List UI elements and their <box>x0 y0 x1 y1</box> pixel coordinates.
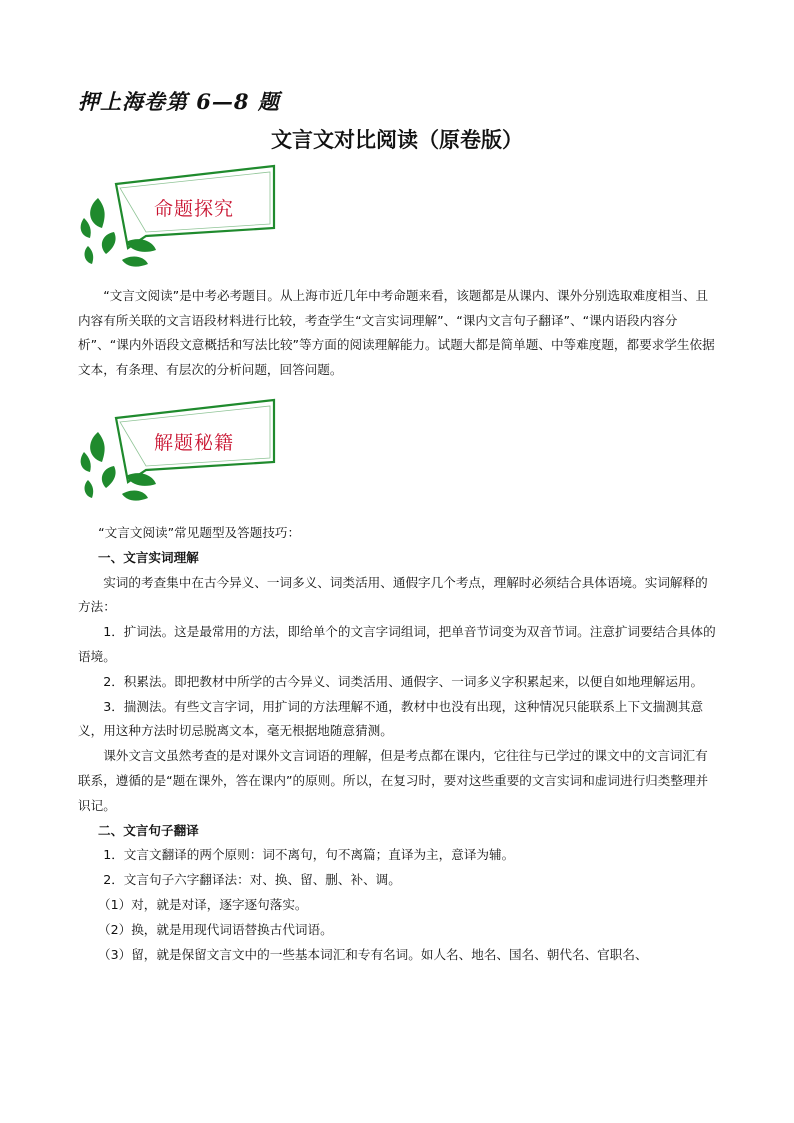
paragraph: 3．揣测法。有些文言字词，用扩词的方法理解不通，教材中也没有出现，这种情况只能联系上下文揣测其意义，用这种方法时切忌脱离文本，毫无根据地随意猜测。 <box>78 698 704 739</box>
paragraph: 1．文言文翻译的两个原则：词不离句，句不离篇；直译为主，意译为辅。 <box>103 847 515 863</box>
paragraph: 实词的考查集中在古今异义、一词多义、词类活用、通假字几个考点，理解时必须结合具体语境。实词解释的方法： <box>78 574 708 615</box>
page-title: 文言文对比阅读（原卷版） <box>271 128 523 152</box>
intro-paragraph: “文言文阅读”是中考必考题目。从上海市近几年中考命题来看，该题都是从课内、课外分别选取难度相当、且内容有所关联的文言语段材料进行比较，考查学生“文言实词理解”、“课内文言句子翻译”、“课内语段内容分析”、“课内外语段文意概括和写法比较”等方面的阅读理解能力。试题大都是简单题、中等难度题，都要求学生依据文本，有条理、有层次的分析问题，回答问题。 <box>78 288 715 377</box>
section-badge-jieti <box>76 398 286 508</box>
paragraph: 2．积累法。即把教材中所学的古今异义、词类活用、通假字、一词多义字积累起来，以便自如地理解运用。 <box>103 673 704 689</box>
badge-label: 解题秘籍 <box>154 432 235 454</box>
list-item: （3）留，就是保留文言文中的一些基本词汇和专有名词。如人名、地名、国名、朝代名、官职名、 <box>98 946 648 962</box>
badge-label: 命题探究 <box>154 198 235 220</box>
paragraph: 2．文言句子六字翻译法：对、换、留、删、补、调。 <box>103 872 401 888</box>
list-item: （2）换，就是用现代词语替换古代词语。 <box>98 921 333 937</box>
list-item: （1）对，就是对译，逐字逐句落实。 <box>98 896 308 912</box>
paragraph: 1．扩词法。这是最常用的方法，即给单个的文言字词组词，把单音节词变为双音节词。注意扩词要结合具体的语境。 <box>78 624 716 664</box>
section-heading-shici: 一、文言实词理解 <box>98 549 199 565</box>
lead-line: “文言文阅读”常见题型及答题技巧： <box>98 525 301 540</box>
intro-paragraph-block <box>78 284 718 382</box>
section-heading-fanyi: 二、文言句子翻译 <box>98 822 199 838</box>
top-title: 押上海卷第 6—8 题 <box>78 89 280 114</box>
paragraph: 课外文言文虽然考查的是对课外文言词语的理解，但是考点都在课内，它往往与已学过的课文中的文言词汇有联系，遵循的是“题在课外，答在课内”的原则。所以，在复习时，要对这些重要的文言实词和虚词进行归类整理并识记。 <box>78 748 709 813</box>
body-content <box>78 521 718 967</box>
section-badge-mingti <box>76 164 286 274</box>
